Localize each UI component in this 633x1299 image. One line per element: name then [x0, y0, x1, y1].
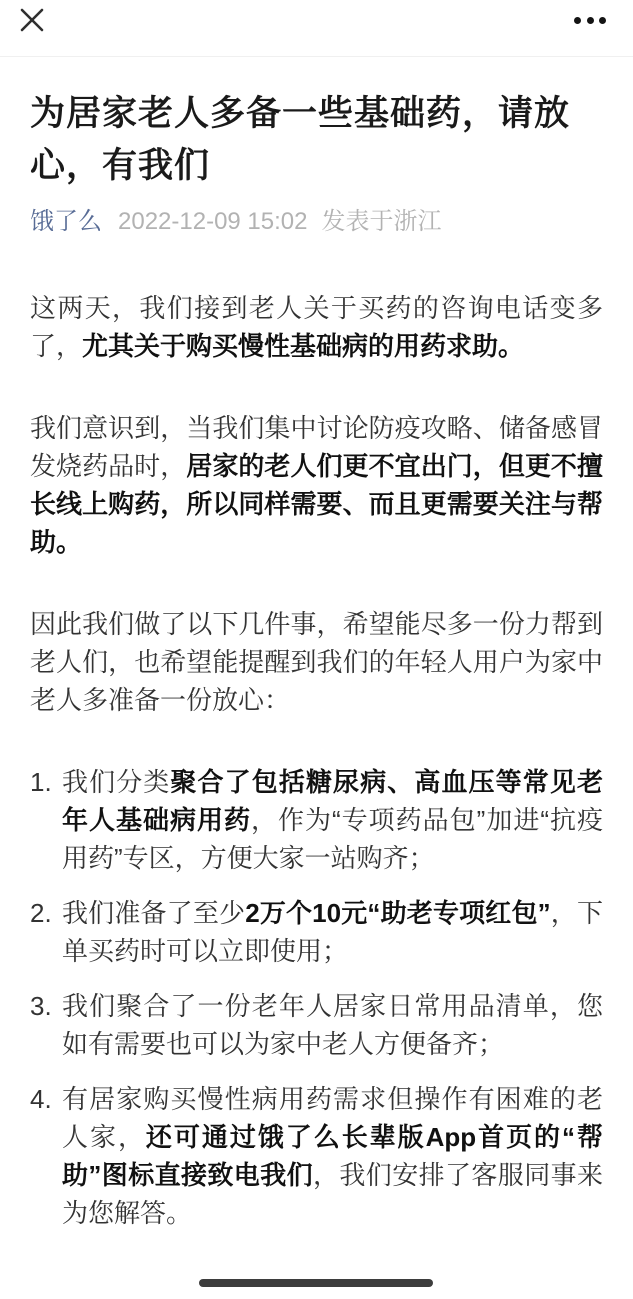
byline	[30, 207, 603, 237]
list-item	[30, 894, 603, 970]
more-menu-icon	[587, 17, 594, 24]
list-item-number: 3.	[30, 991, 52, 1021]
text-segment: ，作为“专项药品包”加进“抗疫用药”专区，方便大家一站购齐；	[62, 805, 603, 873]
text-segment: 我们意识到，当我们集中讨论防疫攻略、储备感冒发烧药品时，	[30, 413, 603, 481]
text-segment: 这两天，我们接到老人关于买药的咨询电话变多了，	[30, 293, 603, 361]
text-segment-bold: 尤其关于购买慢性基础病的用药求助。	[82, 331, 525, 361]
paragraph	[30, 289, 603, 365]
list-item	[30, 763, 603, 877]
home-indicator[interactable]	[199, 1279, 433, 1287]
text-segment-bold: 2万个10元“助老专项红包”	[245, 898, 551, 928]
publish-datetime: 2022-12-09 15:02	[118, 208, 308, 235]
paragraph	[30, 605, 603, 719]
list-item	[30, 1080, 603, 1232]
text-segment-bold: 聚合了包括糖尿病、高血压等常见老年人基础病用药	[62, 767, 603, 835]
text-segment: 因此我们做了以下几件事，希望能尽多一份力帮到老人们，也希望能提醒到我们的年轻人用户为家中老人多准备一份放心：	[30, 609, 603, 715]
article-content	[0, 88, 633, 1232]
text-segment-bold: 还可通过饿了么长辈版App首页的“帮助”图标直接致电我们	[62, 1122, 603, 1190]
top-bar	[0, 0, 633, 57]
text-segment: 我们准备了至少	[62, 898, 246, 928]
more-menu-icon	[574, 17, 581, 24]
close-button[interactable]	[19, 7, 45, 33]
article-title: 为居家老人多备一些基础药，请放心，有我们	[30, 94, 571, 185]
list-item	[30, 987, 603, 1063]
close-icon	[19, 7, 45, 33]
paragraph	[30, 409, 603, 561]
more-menu-icon	[599, 17, 606, 24]
publish-location: 发表于浙江	[321, 208, 442, 235]
text-segment-bold: 居家的老人们更不宜出门，但更不擅长线上购药，所以同样需要、而且更需要关注与帮助。	[30, 451, 603, 557]
account-link[interactable]: 饿了么	[30, 208, 102, 235]
text-segment: 我们分类	[62, 767, 171, 797]
article-body	[30, 289, 603, 1232]
more-menu-button[interactable]	[574, 12, 606, 28]
text-segment: 有居家购买慢性病用药需求但操作有困难的老人家，	[62, 1084, 603, 1152]
list-item-number: 1.	[30, 767, 52, 797]
list-item-number: 4.	[30, 1084, 52, 1114]
list-item-number: 2.	[30, 898, 52, 928]
text-segment: ，我们安排了客服同事来为您解答。	[62, 1160, 603, 1228]
numbered-list	[30, 763, 603, 1232]
text-segment: 我们聚合了一份老年人居家日常用品清单，您如有需要也可以为家中老人方便备齐；	[62, 991, 603, 1059]
text-segment: ，下单买药时可以立即使用；	[62, 898, 603, 966]
